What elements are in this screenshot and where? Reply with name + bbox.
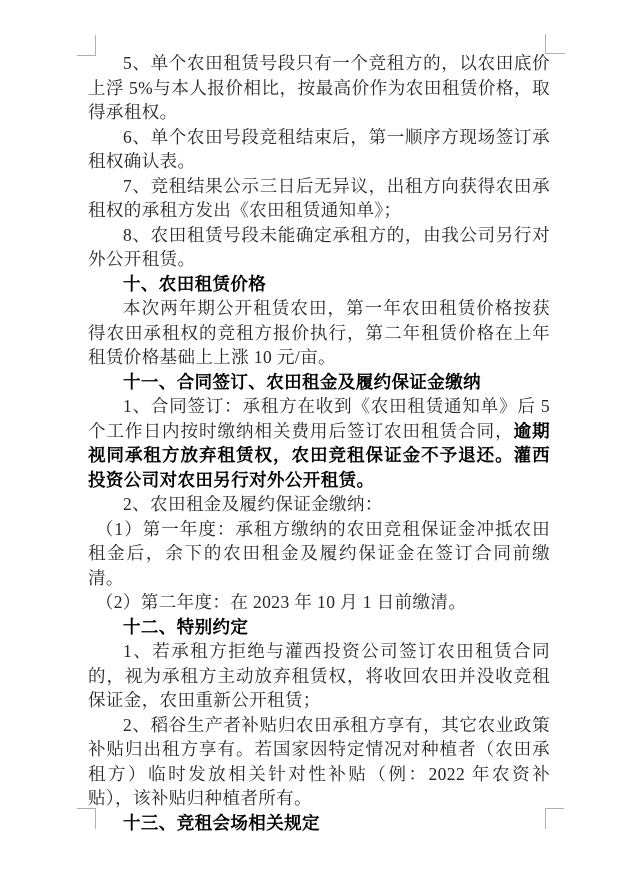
section-10-body: 本次两年期公开租赁农田，第一年农田租赁价格按获得农田承租权的竞租方报价执行，第二年租赁价格在上年租赁价格基础上上涨 10 元/亩。 — [88, 298, 550, 367]
clause-11-1-normal-text: 1、合同签订：承租方在收到《农田租赁通知单》后 5 个工作日内按时缴纳相关费用后签订农田租赁合同， — [88, 396, 550, 441]
clause-7: 7、竞租结果公示三日后无异议，出租方向获得农田承租权的承租方发出《农田租赁通知单》； — [88, 175, 550, 220]
clause-12-1: 1、若承租方拒绝与灌西投资公司签订农田租赁合同的，视为承租方主动放弃租赁权，将收回农田并没收竞租保证金，农田重新公开租赁； — [88, 641, 550, 710]
section-heading-13: 十三、竞租会场相关规定 — [123, 812, 320, 833]
clause-8: 8、农田租赁号段未能确定承租方的，由我公司另行对外公开租赁。 — [88, 224, 550, 269]
document-content — [88, 51, 550, 835]
clause-11-1-bold-text: 逾期视同承租方放弃租赁权，农田竞租保证金不予退还。灌西投资公司对农田另行对外公开租赁。 — [88, 420, 550, 490]
clause-11-2-1: （1）第一年度：承租方缴纳的农田竞租保证金冲抵农田租金后，余下的农田租金及履约保证金在签订合同前缴清。 — [88, 518, 550, 588]
clause-12-2: 2、稻谷生产者补贴归农田承租方享有，其它农业政策补贴归出租方享有。若国家因特定情况对种植者（农田承租方）临时发放相关针对性补贴（例：2022 年农资补贴），该补贴归种植者所有。 — [88, 714, 550, 808]
clause-5: 5、单个农田租赁号段只有一个竞租方的，以农田底价上浮 5%与本人报价相比，按最高价作为农田租赁价格，取得承租权。 — [88, 53, 550, 122]
section-heading-11: 十一、合同签订、农田租金及履约保证金缴纳 — [123, 371, 481, 392]
clause-11-2-2: （2）第二年度：在 2023 年 10 月 1 日前缴清。 — [95, 592, 467, 612]
section-heading-10: 十、农田租赁价格 — [123, 273, 267, 294]
clause-11-2: 2、农田租金及履约保证金缴纳： — [123, 494, 383, 514]
clause-6: 6、单个农田号段竞租结束后，第一顺序方现场签订承租权确认表。 — [88, 126, 550, 171]
section-heading-12: 十二、特别约定 — [123, 616, 249, 637]
clause-11-1 — [88, 394, 550, 492]
